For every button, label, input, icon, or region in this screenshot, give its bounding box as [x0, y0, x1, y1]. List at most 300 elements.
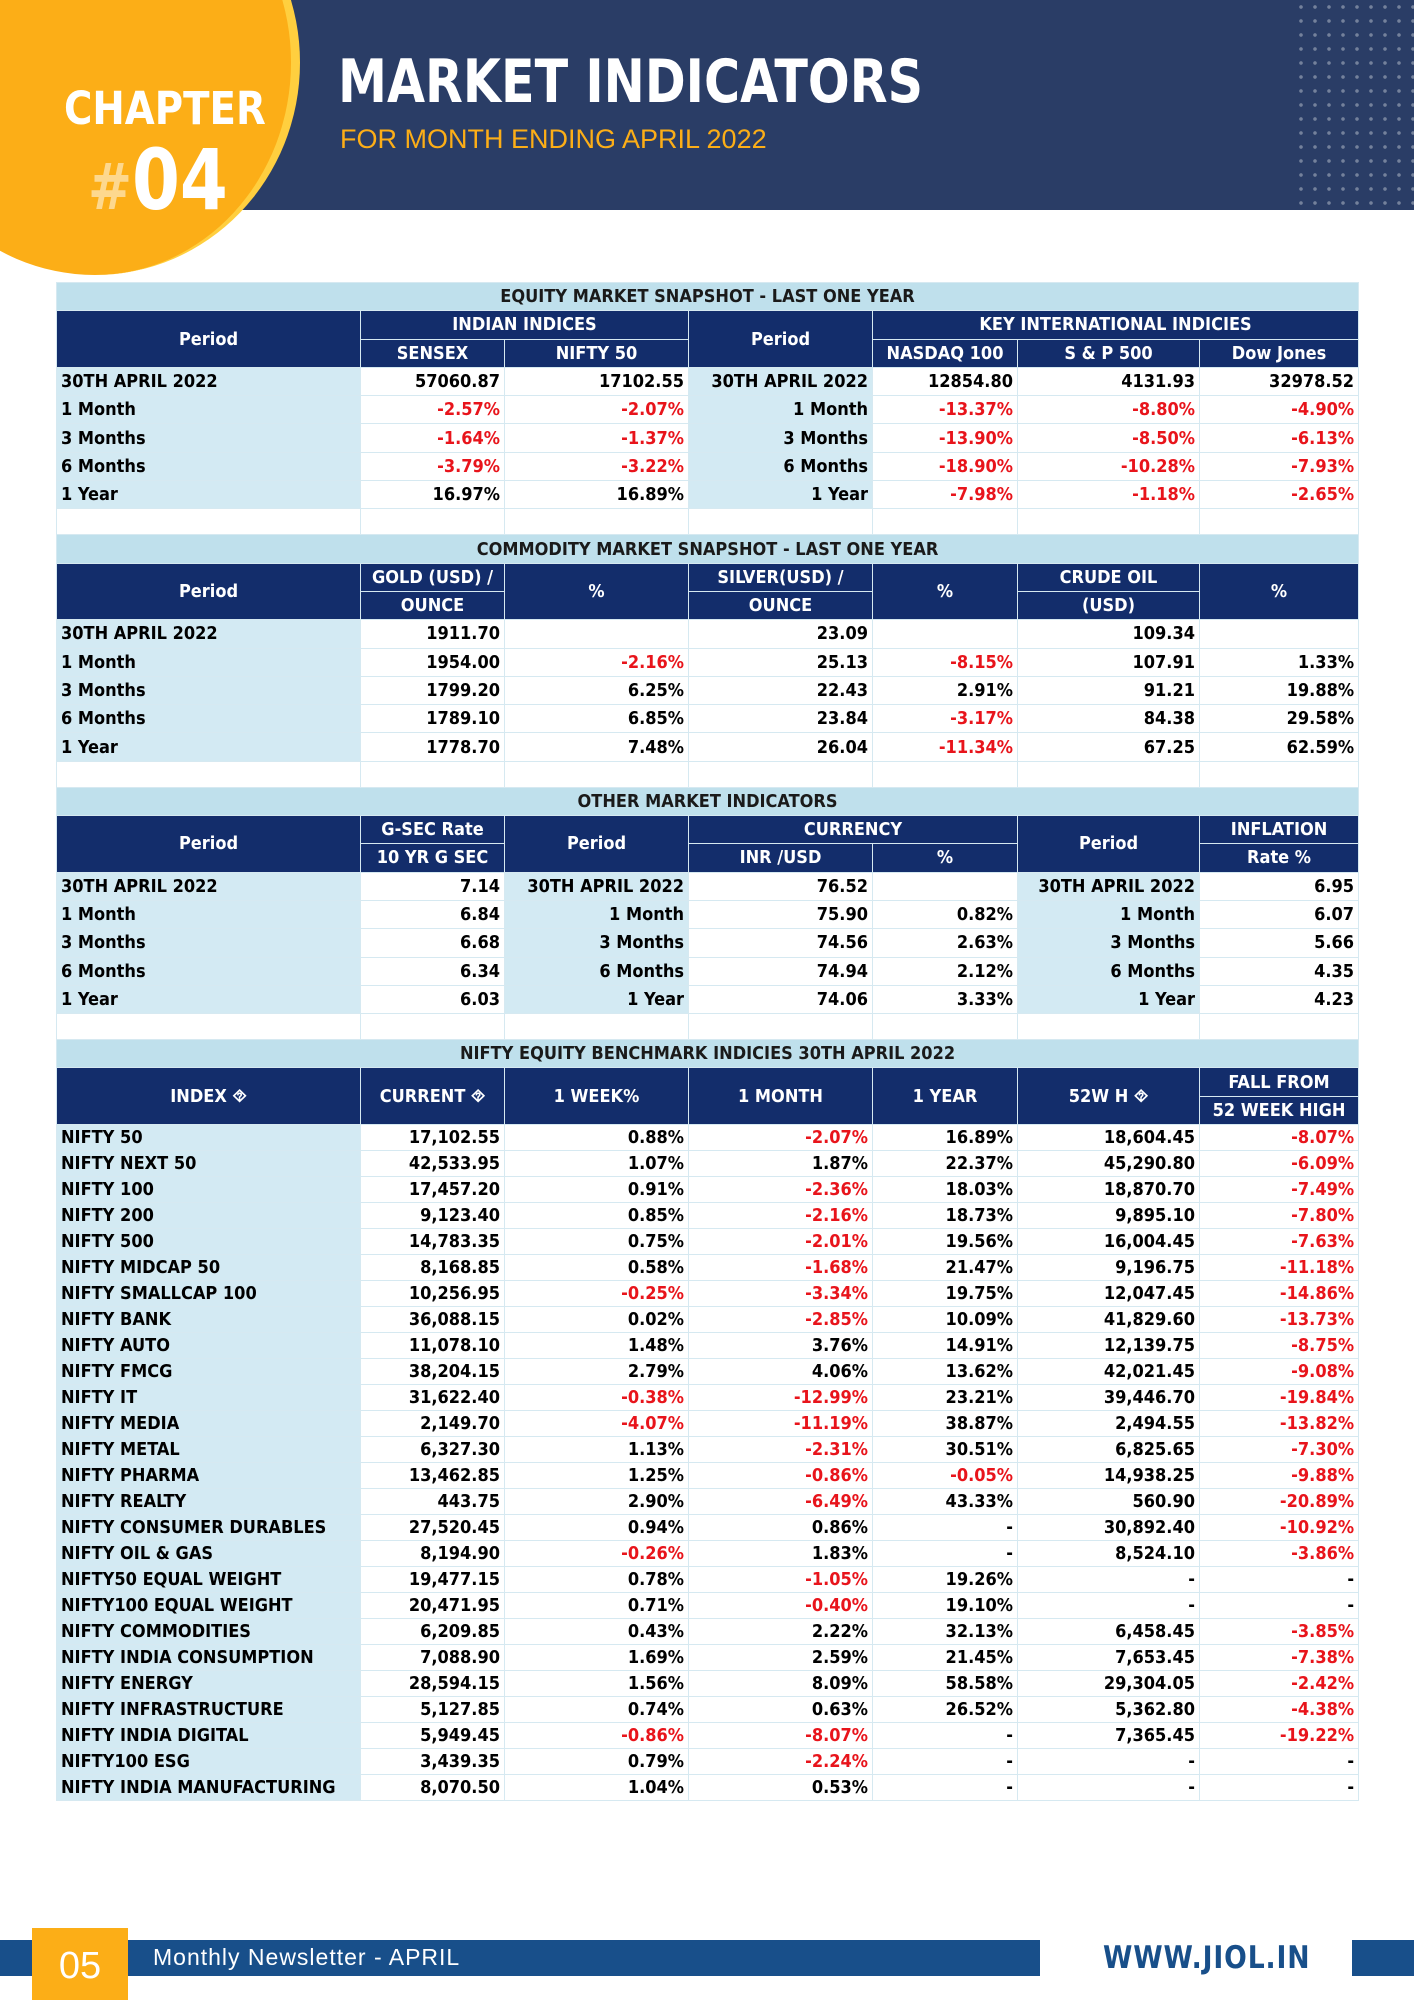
index-name-cell: NIFTY MEDIA	[57, 1411, 361, 1437]
value-cell: -1.05%	[689, 1567, 873, 1593]
index-name-cell: NIFTY INDIA DIGITAL	[57, 1723, 361, 1749]
value-cell: 9,196.75	[1018, 1255, 1200, 1281]
period-cell: 3 Months	[1018, 929, 1200, 957]
table-row	[57, 1359, 1359, 1385]
col-header: Dow Jones	[1200, 339, 1359, 367]
value-cell: 7.14	[361, 872, 505, 900]
value-cell: 74.56	[689, 929, 873, 957]
period-header: Period	[505, 816, 689, 873]
table-row	[57, 1645, 1359, 1671]
inflation-header: INFLATION	[1200, 816, 1359, 844]
spacer	[57, 509, 1359, 535]
value-cell: 1.69%	[505, 1645, 689, 1671]
page-subtitle: FOR MONTH ENDING APRIL 2022	[340, 124, 767, 154]
value-cell: -7.49%	[1200, 1177, 1359, 1203]
index-header: INDEX ⯑	[57, 1068, 361, 1125]
table-row	[57, 1281, 1359, 1307]
value-cell: 30.51%	[873, 1437, 1018, 1463]
table-row	[57, 1775, 1359, 1801]
footer-accent	[1352, 1940, 1414, 1976]
value-cell: 0.43%	[505, 1619, 689, 1645]
value-cell: 23.21%	[873, 1385, 1018, 1411]
value-cell: -7.38%	[1200, 1645, 1359, 1671]
period-cell: 6 Months	[57, 452, 361, 480]
value-cell: -2.36%	[689, 1177, 873, 1203]
value-cell: -8.07%	[1200, 1125, 1359, 1151]
section-title-nifty: NIFTY EQUITY BENCHMARK INDICIES 30TH APRIL 2022	[57, 1040, 1359, 1068]
value-cell: 7,653.45	[1018, 1645, 1200, 1671]
table-row	[57, 1229, 1359, 1255]
value-cell: 0.74%	[505, 1697, 689, 1723]
value-cell: 58.58%	[873, 1671, 1018, 1697]
period-cell: 3 Months	[689, 424, 873, 452]
value-cell: 18,870.70	[1018, 1177, 1200, 1203]
index-name-cell: NIFTY FMCG	[57, 1359, 361, 1385]
value-cell: -0.38%	[505, 1385, 689, 1411]
value-cell: -1.37%	[505, 424, 689, 452]
period-cell: 1 Year	[1018, 985, 1200, 1013]
value-cell: 6.68	[361, 929, 505, 957]
value-cell: -20.89%	[1200, 1489, 1359, 1515]
period-cell: 6 Months	[689, 452, 873, 480]
table-row	[57, 1749, 1359, 1775]
value-cell: -3.79%	[361, 452, 505, 480]
table-row	[57, 1593, 1359, 1619]
period-cell: 1 Year	[57, 481, 361, 509]
value-cell: 4.06%	[689, 1359, 873, 1385]
value-cell: 74.94	[689, 957, 873, 985]
value-cell: 23.84	[689, 705, 873, 733]
period-cell: 6 Months	[1018, 957, 1200, 985]
value-cell: -2.31%	[689, 1437, 873, 1463]
index-name-cell: NIFTY OIL & GAS	[57, 1541, 361, 1567]
value-cell: 1.07%	[505, 1151, 689, 1177]
value-cell: 32978.52	[1200, 367, 1359, 395]
fall-header: FALL FROM	[1200, 1068, 1359, 1096]
fall-subheader: 52 WEEK HIGH	[1200, 1096, 1359, 1124]
value-cell: 16.89%	[873, 1125, 1018, 1151]
other-rows	[57, 872, 1359, 1013]
value-cell: -2.24%	[689, 1749, 873, 1775]
table-row	[57, 1697, 1359, 1723]
value-cell: 0.79%	[505, 1749, 689, 1775]
value-cell: -11.34%	[873, 733, 1018, 761]
spacer	[57, 1014, 1359, 1040]
value-cell: 42,021.45	[1018, 1359, 1200, 1385]
col-header: S & P 500	[1018, 339, 1200, 367]
table-row	[57, 1463, 1359, 1489]
value-cell: 8,524.10	[1018, 1541, 1200, 1567]
value-cell: -8.75%	[1200, 1333, 1359, 1359]
value-cell	[873, 872, 1018, 900]
section-title-equity: EQUITY MARKET SNAPSHOT - LAST ONE YEAR	[57, 283, 1359, 311]
value-cell: -2.07%	[505, 396, 689, 424]
value-cell: -7.30%	[1200, 1437, 1359, 1463]
value-cell: 19.56%	[873, 1229, 1018, 1255]
value-cell: 1954.00	[361, 648, 505, 676]
period-cell: 6 Months	[57, 957, 361, 985]
index-name-cell: NIFTY INDIA CONSUMPTION	[57, 1645, 361, 1671]
period-cell: 1 Month	[57, 648, 361, 676]
value-cell: -0.86%	[505, 1723, 689, 1749]
value-cell: -	[873, 1749, 1018, 1775]
equity-snapshot	[57, 283, 1359, 368]
value-cell: 26.04	[689, 733, 873, 761]
value-cell: -9.88%	[1200, 1463, 1359, 1489]
value-cell: 12854.80	[873, 367, 1018, 395]
value-cell: 12,139.75	[1018, 1333, 1200, 1359]
value-cell: 6.07	[1200, 900, 1359, 928]
gold-header: GOLD (USD) /	[361, 563, 505, 591]
table-row	[57, 648, 1359, 676]
value-cell: 6.85%	[505, 705, 689, 733]
equity-rows	[57, 367, 1359, 508]
value-cell: -4.07%	[505, 1411, 689, 1437]
chapter-digits: 04	[131, 131, 228, 229]
index-name-cell: NIFTY 500	[57, 1229, 361, 1255]
value-cell: 1.13%	[505, 1437, 689, 1463]
value-cell: 13.62%	[873, 1359, 1018, 1385]
indian-indices-header: INDIAN INDICES	[361, 311, 689, 339]
table-row	[57, 1541, 1359, 1567]
pct-header: %	[1200, 563, 1359, 620]
page-number: 05	[32, 1928, 128, 2000]
value-cell: 8,168.85	[361, 1255, 505, 1281]
value-cell: -1.68%	[689, 1255, 873, 1281]
value-cell: 31,622.40	[361, 1385, 505, 1411]
value-cell: 16.97%	[361, 481, 505, 509]
gsec-subheader: 10 YR G SEC	[361, 844, 505, 872]
inflation-subheader: Rate %	[1200, 844, 1359, 872]
table-row	[57, 1515, 1359, 1541]
other-indicators	[57, 787, 1359, 872]
value-cell: 1789.10	[361, 705, 505, 733]
value-cell: 6.03	[361, 985, 505, 1013]
value-cell: 43.33%	[873, 1489, 1018, 1515]
value-cell: 32.13%	[873, 1619, 1018, 1645]
value-cell: 17102.55	[505, 367, 689, 395]
value-cell: 1.48%	[505, 1333, 689, 1359]
table-row	[57, 1177, 1359, 1203]
table-row	[57, 957, 1359, 985]
table-row	[57, 985, 1359, 1013]
value-cell: 0.91%	[505, 1177, 689, 1203]
table-row	[57, 1333, 1359, 1359]
value-cell: 14,938.25	[1018, 1463, 1200, 1489]
period-header: Period	[689, 311, 873, 368]
value-cell: 19.26%	[873, 1567, 1018, 1593]
index-name-cell: NIFTY MIDCAP 50	[57, 1255, 361, 1281]
value-cell: 1.33%	[1200, 648, 1359, 676]
table-row	[57, 1671, 1359, 1697]
value-cell: -0.86%	[689, 1463, 873, 1489]
index-name-cell: NIFTY METAL	[57, 1437, 361, 1463]
period-cell: 30TH APRIL 2022	[505, 872, 689, 900]
currency-header: CURRENCY	[689, 816, 1018, 844]
value-cell: -18.90%	[873, 452, 1018, 480]
table-row	[57, 1567, 1359, 1593]
table-row	[57, 676, 1359, 704]
value-cell: 560.90	[1018, 1489, 1200, 1515]
value-cell: 30,892.40	[1018, 1515, 1200, 1541]
value-cell: 3.76%	[689, 1333, 873, 1359]
table-row	[57, 1411, 1359, 1437]
value-cell: -4.38%	[1200, 1697, 1359, 1723]
value-cell: 0.82%	[873, 900, 1018, 928]
value-cell: 91.21	[1018, 676, 1200, 704]
value-cell: 1.04%	[505, 1775, 689, 1801]
value-cell: 6,825.65	[1018, 1437, 1200, 1463]
inr-usd-header: INR /USD	[689, 844, 873, 872]
index-name-cell: NIFTY 200	[57, 1203, 361, 1229]
value-cell: 8,194.90	[361, 1541, 505, 1567]
index-name-cell: NIFTY100 ESG	[57, 1749, 361, 1775]
value-cell: -1.64%	[361, 424, 505, 452]
index-name-cell: NIFTY50 EQUAL WEIGHT	[57, 1567, 361, 1593]
value-cell: 8.09%	[689, 1671, 873, 1697]
value-cell: 1.83%	[689, 1541, 873, 1567]
value-cell: 19.75%	[873, 1281, 1018, 1307]
table-row	[57, 396, 1359, 424]
chapter-label: CHAPTER	[64, 82, 266, 135]
commodity-snapshot	[57, 535, 1359, 620]
value-cell: -2.57%	[361, 396, 505, 424]
value-cell: 2,149.70	[361, 1411, 505, 1437]
value-cell: 0.63%	[689, 1697, 873, 1723]
index-name-cell: NIFTY 100	[57, 1177, 361, 1203]
dot-pattern	[1294, 0, 1414, 210]
index-name-cell: NIFTY REALTY	[57, 1489, 361, 1515]
value-cell: -	[873, 1515, 1018, 1541]
silver-unit: OUNCE	[689, 591, 873, 619]
value-cell: -3.22%	[505, 452, 689, 480]
value-cell: -0.26%	[505, 1541, 689, 1567]
table-row	[57, 1151, 1359, 1177]
value-cell: -3.85%	[1200, 1619, 1359, 1645]
value-cell: -14.86%	[1200, 1281, 1359, 1307]
value-cell: 28,594.15	[361, 1671, 505, 1697]
value-cell: -0.05%	[873, 1463, 1018, 1489]
chapter-hash: #	[88, 151, 132, 225]
value-cell: 1799.20	[361, 676, 505, 704]
gsec-header: G-SEC Rate	[361, 816, 505, 844]
value-cell: -8.07%	[689, 1723, 873, 1749]
month-header: 1 MONTH	[689, 1068, 873, 1125]
value-cell: 22.37%	[873, 1151, 1018, 1177]
value-cell: 0.86%	[689, 1515, 873, 1541]
value-cell: 57060.87	[361, 367, 505, 395]
value-cell: 62.59%	[1200, 733, 1359, 761]
commodity-rows	[57, 620, 1359, 761]
week-header: 1 WEEK%	[505, 1068, 689, 1125]
index-name-cell: NIFTY INDIA MANUFACTURING	[57, 1775, 361, 1801]
value-cell: -6.13%	[1200, 424, 1359, 452]
value-cell: 45,290.80	[1018, 1151, 1200, 1177]
value-cell: 16,004.45	[1018, 1229, 1200, 1255]
value-cell: 17,457.20	[361, 1177, 505, 1203]
table-row	[57, 1489, 1359, 1515]
value-cell: 1.87%	[689, 1151, 873, 1177]
value-cell	[873, 620, 1018, 648]
value-cell: 7,088.90	[361, 1645, 505, 1671]
index-name-cell: NIFTY100 EQUAL WEIGHT	[57, 1593, 361, 1619]
value-cell: 22.43	[689, 676, 873, 704]
value-cell: -	[1200, 1567, 1359, 1593]
value-cell: -13.90%	[873, 424, 1018, 452]
period-cell: 1 Month	[57, 396, 361, 424]
period-header: Period	[57, 311, 361, 368]
value-cell: -13.82%	[1200, 1411, 1359, 1437]
period-cell: 1 Year	[689, 481, 873, 509]
period-cell: 6 Months	[57, 705, 361, 733]
value-cell: -	[1200, 1593, 1359, 1619]
value-cell: 4.23	[1200, 985, 1359, 1013]
value-cell: -8.15%	[873, 648, 1018, 676]
value-cell: -	[873, 1775, 1018, 1801]
period-cell: 30TH APRIL 2022	[57, 620, 361, 648]
value-cell: -7.80%	[1200, 1203, 1359, 1229]
period-cell: 1 Year	[505, 985, 689, 1013]
period-cell: 6 Months	[505, 957, 689, 985]
table-row	[57, 705, 1359, 733]
value-cell: 67.25	[1018, 733, 1200, 761]
section-title-other: OTHER MARKET INDICATORS	[57, 787, 1359, 815]
value-cell: 19.88%	[1200, 676, 1359, 704]
value-cell: 2,494.55	[1018, 1411, 1200, 1437]
value-cell: 25.13	[689, 648, 873, 676]
value-cell: -3.17%	[873, 705, 1018, 733]
value-cell: 16.89%	[505, 481, 689, 509]
value-cell: -	[1018, 1749, 1200, 1775]
value-cell: -2.65%	[1200, 481, 1359, 509]
period-header: Period	[57, 563, 361, 620]
table-row	[57, 1385, 1359, 1411]
year-header: 1 YEAR	[873, 1068, 1018, 1125]
value-cell: -	[1200, 1775, 1359, 1801]
value-cell: 36,088.15	[361, 1307, 505, 1333]
website-link[interactable]: WWW.JIOL.IN	[1103, 1940, 1311, 1976]
value-cell: 9,123.40	[361, 1203, 505, 1229]
value-cell	[505, 620, 689, 648]
value-cell: 0.88%	[505, 1125, 689, 1151]
value-cell: 2.12%	[873, 957, 1018, 985]
value-cell: 5,949.45	[361, 1723, 505, 1749]
value-cell: 0.71%	[505, 1593, 689, 1619]
value-cell: -0.40%	[689, 1593, 873, 1619]
value-cell: 6.25%	[505, 676, 689, 704]
value-cell: -7.63%	[1200, 1229, 1359, 1255]
value-cell: 6,209.85	[361, 1619, 505, 1645]
index-name-cell: NIFTY BANK	[57, 1307, 361, 1333]
value-cell: -11.19%	[689, 1411, 873, 1437]
value-cell: 19.10%	[873, 1593, 1018, 1619]
value-cell: 0.53%	[689, 1775, 873, 1801]
current-header: CURRENT ⯑	[361, 1068, 505, 1125]
table-row	[57, 872, 1359, 900]
value-cell: 42,533.95	[361, 1151, 505, 1177]
value-cell: 2.91%	[873, 676, 1018, 704]
value-cell: 3.33%	[873, 985, 1018, 1013]
table-row	[57, 620, 1359, 648]
value-cell: -13.37%	[873, 396, 1018, 424]
high-52w-header: 52W H ⯑	[1018, 1068, 1200, 1125]
value-cell: -2.42%	[1200, 1671, 1359, 1697]
value-cell: 76.52	[689, 872, 873, 900]
value-cell: 1778.70	[361, 733, 505, 761]
value-cell: -3.86%	[1200, 1541, 1359, 1567]
table-row	[57, 733, 1359, 761]
value-cell: -	[873, 1541, 1018, 1567]
period-header: Period	[57, 816, 361, 873]
value-cell: -7.93%	[1200, 452, 1359, 480]
value-cell: 443.75	[361, 1489, 505, 1515]
value-cell: -0.25%	[505, 1281, 689, 1307]
nifty-benchmark	[57, 1040, 1359, 1125]
table-row	[57, 1437, 1359, 1463]
period-cell: 1 Month	[689, 396, 873, 424]
value-cell: 0.75%	[505, 1229, 689, 1255]
value-cell: 8,070.50	[361, 1775, 505, 1801]
value-cell: 29,304.05	[1018, 1671, 1200, 1697]
table-row	[57, 1619, 1359, 1645]
pct-header: %	[873, 563, 1018, 620]
value-cell: 75.90	[689, 900, 873, 928]
gold-unit: OUNCE	[361, 591, 505, 619]
value-cell: 0.94%	[505, 1515, 689, 1541]
period-cell: 3 Months	[57, 676, 361, 704]
market-indicator-table	[56, 282, 1359, 1801]
value-cell: 39,446.70	[1018, 1385, 1200, 1411]
value-cell: 6.95	[1200, 872, 1359, 900]
value-cell: -19.22%	[1200, 1723, 1359, 1749]
value-cell: 84.38	[1018, 705, 1200, 733]
pct-header: %	[873, 844, 1018, 872]
pct-header: %	[505, 563, 689, 620]
value-cell: 9,895.10	[1018, 1203, 1200, 1229]
period-cell: 3 Months	[57, 929, 361, 957]
market-tables	[56, 282, 1358, 1801]
page-title: MARKET INDICATORS	[338, 47, 924, 117]
value-cell: 20,471.95	[361, 1593, 505, 1619]
value-cell: -10.28%	[1018, 452, 1200, 480]
table-row	[57, 452, 1359, 480]
col-header: SENSEX	[361, 339, 505, 367]
value-cell: -10.92%	[1200, 1515, 1359, 1541]
period-cell: 30TH APRIL 2022	[57, 367, 361, 395]
table-row	[57, 900, 1359, 928]
value-cell: 10,256.95	[361, 1281, 505, 1307]
value-cell: 11,078.10	[361, 1333, 505, 1359]
value-cell: 7,365.45	[1018, 1723, 1200, 1749]
index-name-cell: NIFTY IT	[57, 1385, 361, 1411]
value-cell: 7.48%	[505, 733, 689, 761]
index-name-cell: NIFTY COMMODITIES	[57, 1619, 361, 1645]
value-cell: -	[1018, 1567, 1200, 1593]
index-name-cell: NIFTY NEXT 50	[57, 1151, 361, 1177]
crude-header: CRUDE OIL	[1018, 563, 1200, 591]
value-cell: -2.16%	[505, 648, 689, 676]
period-cell: 1 Month	[57, 900, 361, 928]
value-cell: -19.84%	[1200, 1385, 1359, 1411]
table-row	[57, 929, 1359, 957]
table-row	[57, 481, 1359, 509]
section-title-commodity: COMMODITY MARKET SNAPSHOT - LAST ONE YEAR	[57, 535, 1359, 563]
value-cell: 1.25%	[505, 1463, 689, 1489]
period-cell: 30TH APRIL 2022	[57, 872, 361, 900]
table-row	[57, 1307, 1359, 1333]
value-cell: -	[1018, 1775, 1200, 1801]
value-cell: 0.58%	[505, 1255, 689, 1281]
